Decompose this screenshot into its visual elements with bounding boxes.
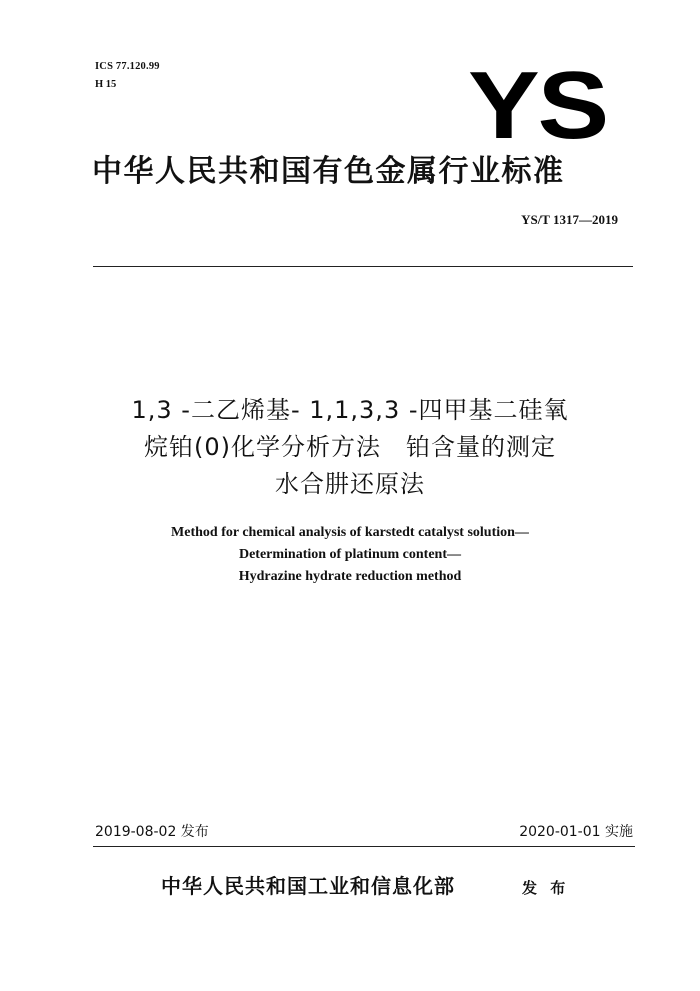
ccs-code: H 15 xyxy=(95,79,117,90)
english-title-line-1: Method for chemical analysis of karstedt catalyst solution— xyxy=(171,525,529,540)
ys-logo: YS xyxy=(468,52,607,159)
issuing-authority: 中华人民共和国工业和信息化部 xyxy=(161,874,455,898)
standard-category-title: 中华人民共和国有色金属行业标准 xyxy=(92,154,565,189)
chinese-title-line-3: 水合肼还原法 xyxy=(275,470,425,498)
implementation-date: 2020-01-01 实施 xyxy=(519,824,633,840)
english-title xyxy=(60,522,640,588)
issuing-label: 发 布 xyxy=(522,879,570,897)
chinese-title-line-2: 烷铂(0)化学分析方法 铂含量的测定 xyxy=(144,433,556,461)
chinese-title xyxy=(60,392,640,503)
ics-code: ICS 77.120.99 xyxy=(95,61,160,72)
english-title-line-3: Hydrazine hydrate reduction method xyxy=(238,569,462,584)
english-title-line-2: Determination of platinum content— xyxy=(238,547,462,562)
standard-number: YS/T 1317—2019 xyxy=(521,212,618,227)
chinese-title-line-1: 1,3 -二乙烯基- 1,1,3,3 -四甲基二硅氧 xyxy=(131,396,569,424)
footer-divider xyxy=(93,846,635,847)
issue-date: 2019-08-02 发布 xyxy=(95,824,209,840)
header-divider xyxy=(93,266,633,267)
